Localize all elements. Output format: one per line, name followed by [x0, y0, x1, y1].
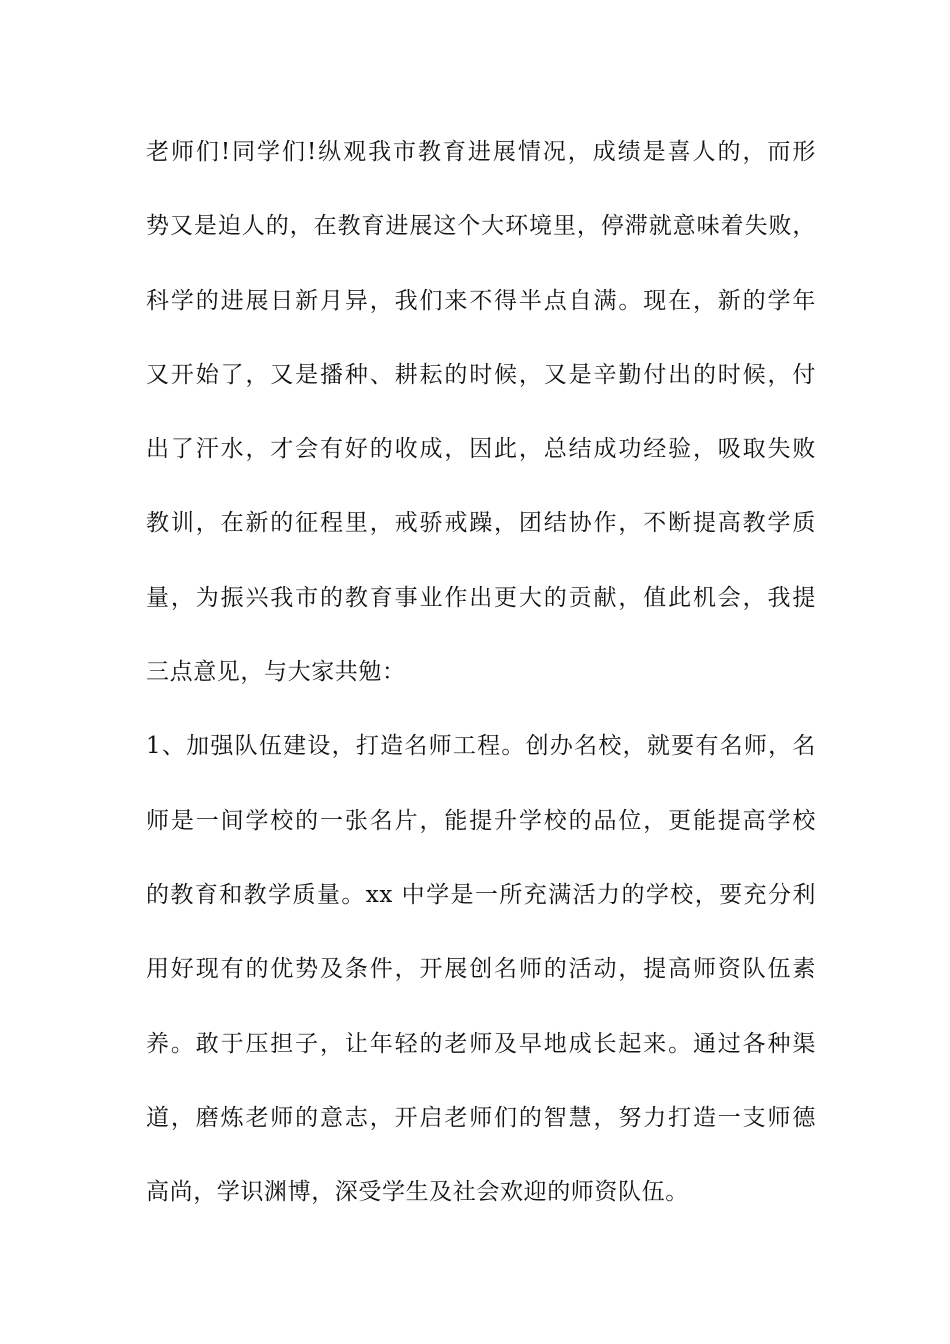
text-line: 用好现有的优势及条件，开展创名师的活动，提高师资队伍素: [146, 956, 816, 983]
text-line: 量，为振兴我市的教育事业作出更大的贡献，值此机会，我提: [146, 584, 816, 611]
text-line: 养。敢于压担子，让年轻的老师及早地成长起来。通过各种渠: [146, 1030, 816, 1057]
text-line: 师是一间学校的一张名片，能提升学校的品位，更能提高学校: [146, 807, 816, 834]
text-line: 三点意见，与大家共勉：: [146, 659, 406, 686]
text-line: 科学的进展日新月异，我们来不得半点自满。现在，新的学年: [146, 287, 816, 314]
text-line: 老师们!同学们!纵观我市教育进展情况，成绩是喜人的，而形: [146, 139, 816, 165]
text-line: 又开始了，又是播种、耕耘的时候，又是辛勤付出的时候，付: [146, 361, 816, 388]
text-line: 道，磨炼老师的意志，开启老师们的智慧，努力打造一支师德: [146, 1104, 816, 1131]
text-line: 势又是迫人的，在教育进展这个大环境里，停滞就意味着失败，: [146, 213, 816, 240]
text-line: 出了汗水，才会有好的收成，因此，总结成功经验，吸取失败: [146, 436, 816, 463]
text-line: 教训，在新的征程里，戒骄戒躁，团结协作，不断提高教学质: [146, 510, 816, 537]
text-line: 1、加强队伍建设，打造名师工程。创办名校，就要有名师，名: [146, 733, 816, 760]
text-line: 的教育和教学质量。xx 中学是一所充满活力的学校，要充分利: [146, 881, 816, 908]
text-line: 高尚，学识渊博，深受学生及社会欢迎的师资队伍。: [146, 1179, 689, 1206]
body-text: [146, 127, 816, 1241]
